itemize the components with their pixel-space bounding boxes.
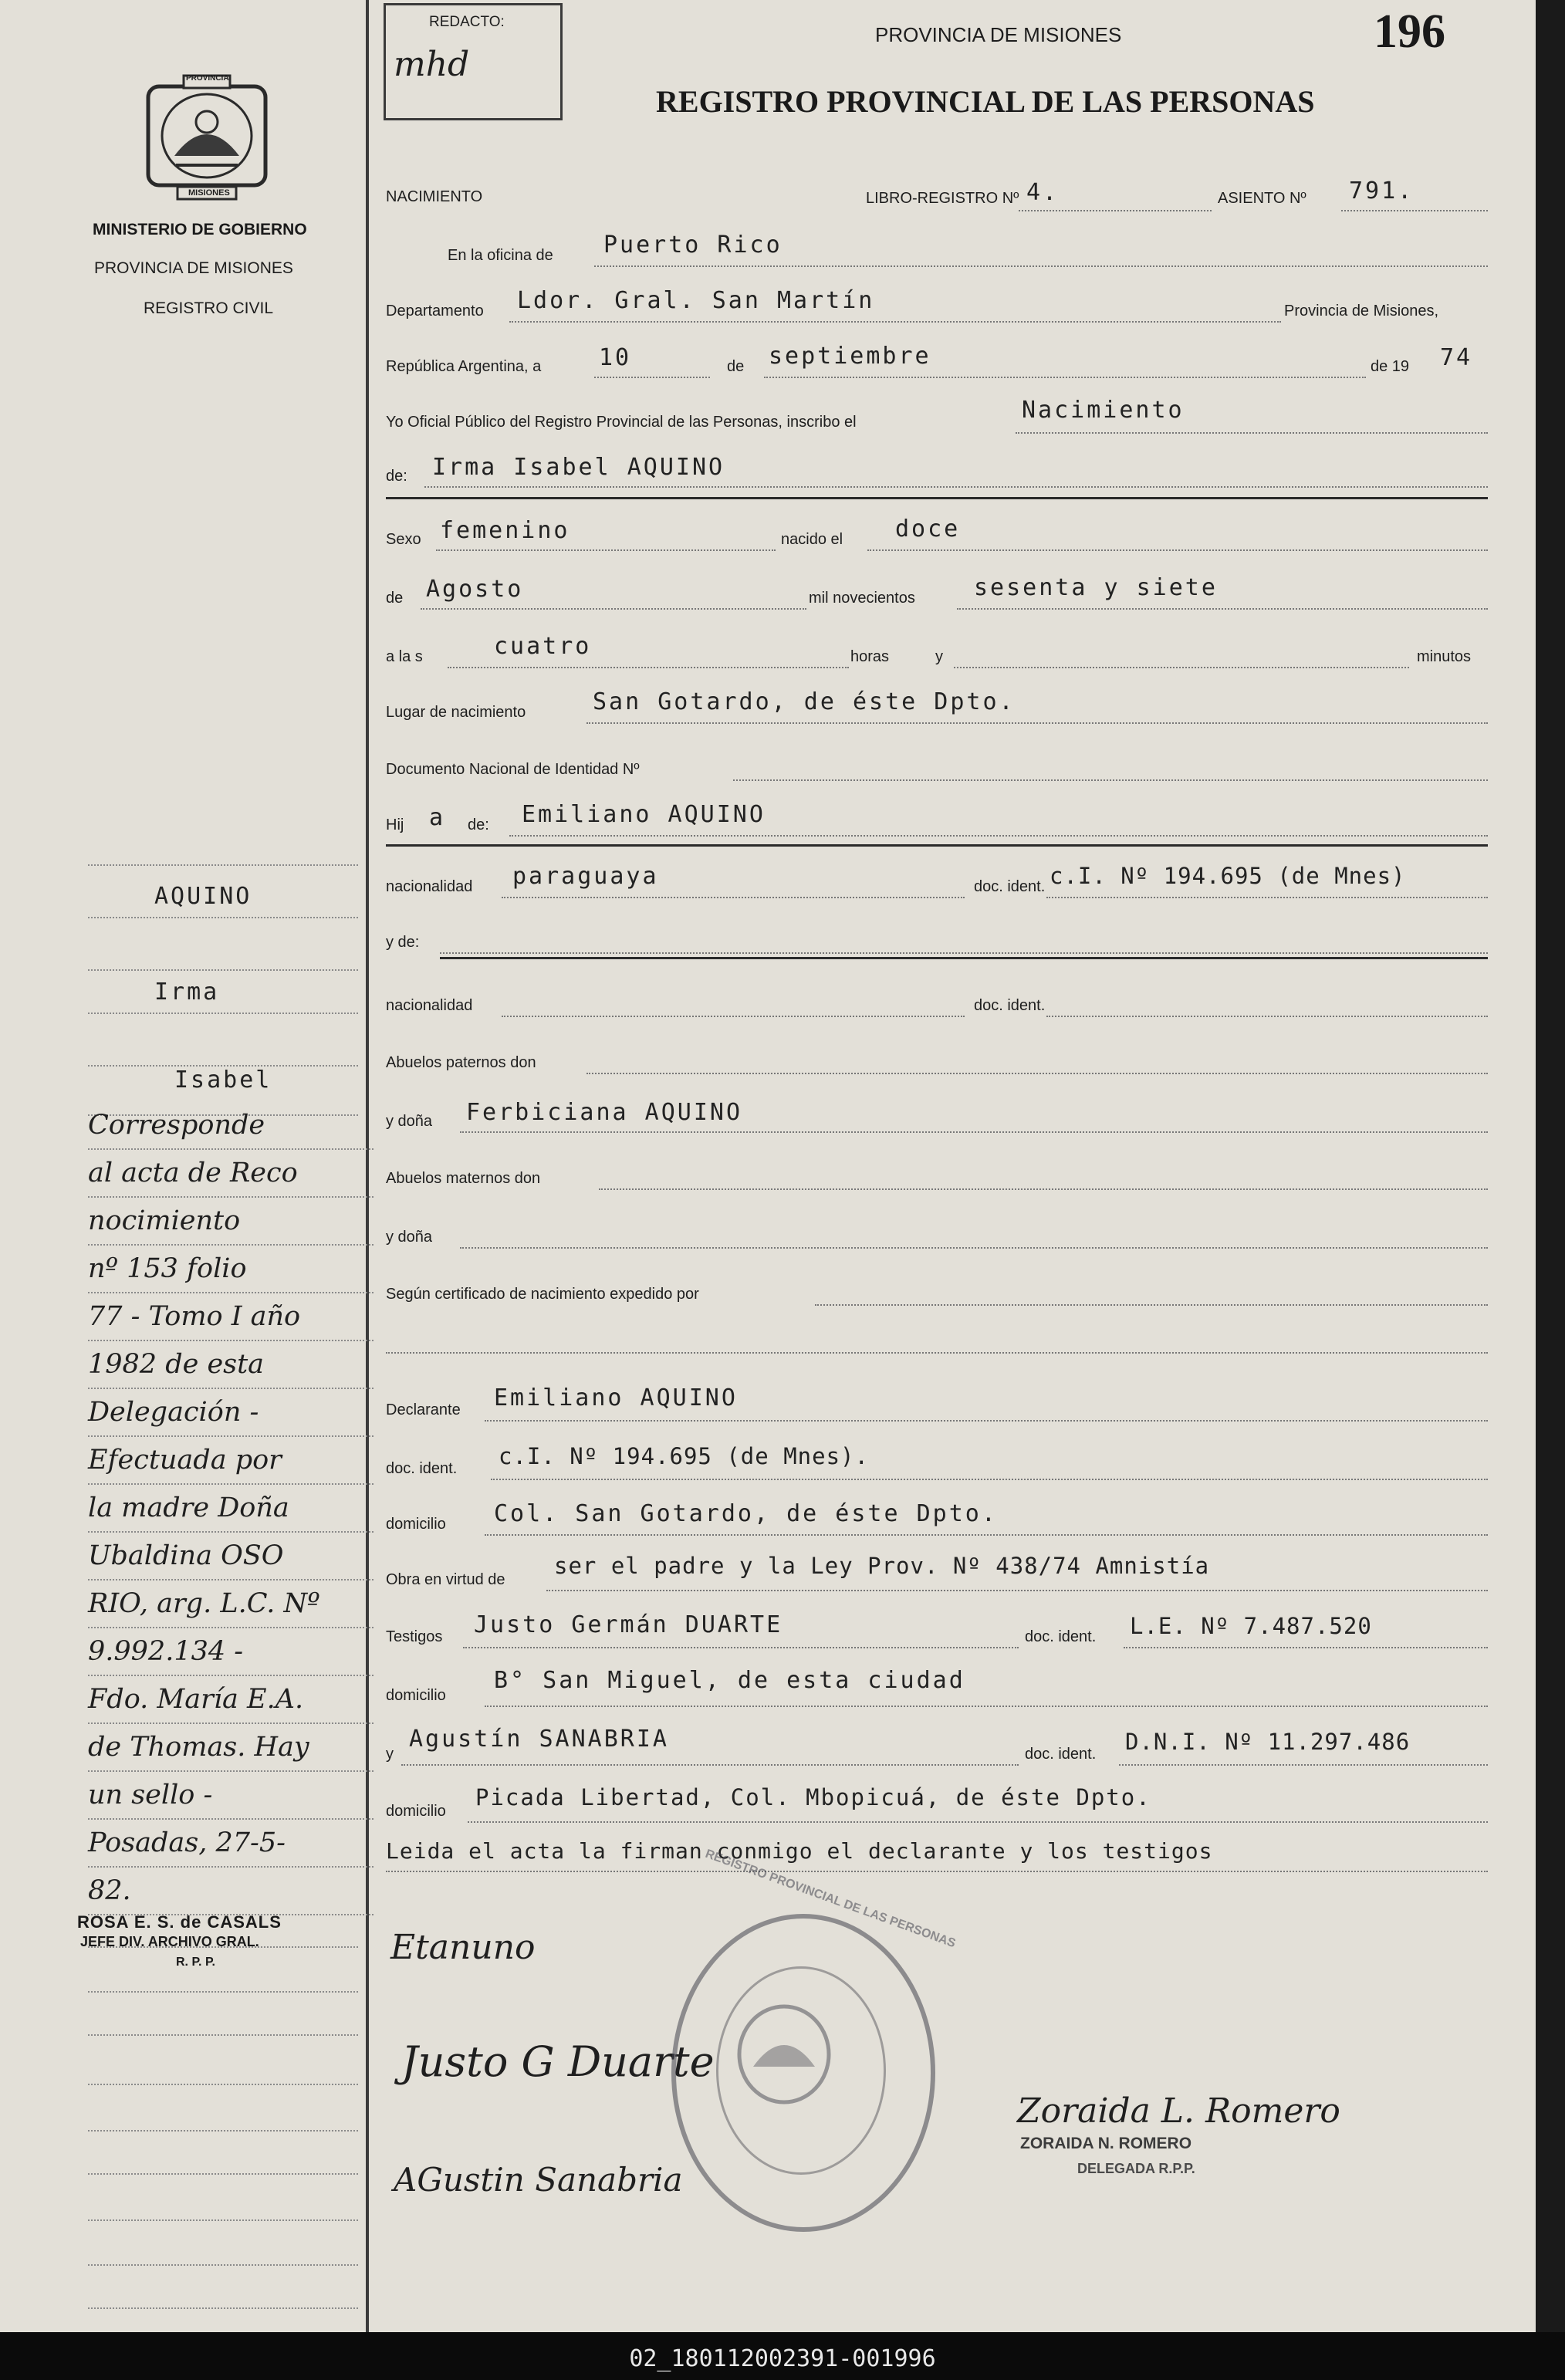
sexo-line: [436, 549, 776, 551]
oficina-value: Puerto Rico: [603, 232, 782, 259]
sexo-label: Sexo: [386, 531, 421, 548]
redacto-label: REDACTO:: [429, 14, 505, 30]
ydona2-label: y doña: [386, 1229, 433, 1246]
hij-label: Hij: [386, 816, 404, 833]
docident4-label: doc. ident.: [1025, 1628, 1097, 1645]
ydona-line: [460, 1131, 1488, 1133]
departamento-value: Ldor. Gral. San Martín: [517, 287, 875, 314]
abuelos-mat-line: [599, 1188, 1488, 1190]
domicilio2-value: B° San Miguel, de esta ciudad: [494, 1667, 965, 1694]
docident4-line: [1124, 1647, 1488, 1648]
margin-note-line: 1982 de esta: [88, 1341, 374, 1389]
domicilio1-line: [485, 1534, 1488, 1536]
declarante-signature: Etanuno: [390, 1928, 536, 1967]
name-line: [424, 486, 1488, 488]
docident5-line: [1119, 1764, 1488, 1766]
inscribo-value: Nacimiento: [1022, 397, 1185, 424]
domicilio3-line: [468, 1821, 1488, 1823]
margin-surname: AQUINO: [154, 883, 252, 910]
nacimiento-label: NACIMIENTO: [386, 188, 483, 205]
year-value: 74: [1440, 344, 1473, 371]
asiento-line: [1341, 210, 1488, 211]
declarante-line: [485, 1420, 1488, 1422]
oficial-label: Yo Oficial Público del Registro Provincial de las Personas, inscribo el: [386, 414, 857, 431]
docident1-label: doc. ident.: [974, 878, 1046, 895]
mil-line: [957, 608, 1488, 610]
stamp-seal: [716, 1993, 852, 2116]
republica-label: República Argentina, a: [386, 358, 542, 375]
sexo-value: femenino: [440, 517, 570, 544]
nacionalidad1-label: nacionalidad: [386, 878, 473, 895]
margin-note-line: la madre Doña: [88, 1485, 374, 1533]
margin-first-name: Irma: [154, 979, 220, 1006]
margin-line: [88, 2130, 358, 2132]
declarante-value: Emiliano AQUINO: [494, 1384, 738, 1411]
archive-signer-org: R. P. P.: [176, 1956, 215, 1969]
inscribo-line: [1016, 432, 1488, 434]
month-value: septiembre: [769, 343, 931, 370]
libro-line: [1019, 210, 1212, 211]
margin-note-line: nocimiento: [88, 1198, 374, 1246]
minutos-label: minutos: [1417, 648, 1472, 665]
abuela-pat-value: Ferbiciana AQUINO: [466, 1099, 743, 1126]
margin-note-line: al acta de Reco: [88, 1150, 374, 1198]
domicilio1-label: domicilio: [386, 1516, 446, 1533]
mes-line: [421, 608, 806, 610]
docident2-line: [1046, 1016, 1488, 1017]
oficina-label: En la oficina de: [448, 247, 553, 264]
libro-value: 4.: [1026, 179, 1060, 206]
witness1-signature: Justo G Duarte: [401, 2037, 715, 2086]
yde-label: y de:: [386, 934, 420, 951]
margin-note-line: Fdo. María E.A.: [88, 1676, 374, 1724]
hij-suffix: a: [429, 804, 446, 831]
margin-note-line: Posadas, 27-5-: [88, 1820, 374, 1868]
domicilio3-value: Picada Libertad, Col. Mbopicuá, de éste Dpto.: [475, 1784, 1151, 1810]
docident3-label: doc. ident.: [386, 1460, 458, 1477]
obra-line: [546, 1590, 1488, 1591]
ydona-label: y doña: [386, 1113, 433, 1130]
margin-line: [88, 2264, 358, 2266]
horas-line: [448, 667, 849, 668]
stamp-text: REGISTRO PROVINCIAL DE LAS PERSONAS: [703, 1847, 958, 1951]
testigos-label: Testigos: [386, 1628, 443, 1645]
registrant-name: Irma Isabel AQUINO: [432, 454, 725, 481]
docident5-value: D.N.I. Nº 11.297.486: [1125, 1729, 1411, 1755]
province-emblem: [130, 71, 284, 204]
alas-label: a la s: [386, 648, 423, 665]
leida-line: [386, 1871, 1488, 1872]
abuelos-pat-label: Abuelos paternos don: [386, 1054, 536, 1071]
leida-text: Leida el acta la firman conmigo el declarante y los testigos: [386, 1838, 1213, 1864]
lugar-label: Lugar de nacimiento: [386, 704, 526, 721]
ministry-label: MINISTERIO DE GOBIERNO: [93, 221, 307, 238]
domicilio1-value: Col. San Gotardo, de éste Dpto.: [494, 1500, 998, 1527]
archive-signer-name: ROSA E. S. de CASALS: [77, 1912, 282, 1932]
delegate-name: ZORAIDA N. ROMERO: [1020, 2135, 1192, 2152]
horas-label: horas: [850, 648, 890, 665]
margin-note-line: Ubaldina OSO: [88, 1533, 374, 1580]
margin-line: [88, 1013, 358, 1014]
minutos-line: [954, 667, 1409, 668]
emblem-bottom-text: MISIONES: [188, 188, 230, 198]
margin-line: [88, 969, 358, 971]
de-mes-label: de: [386, 590, 404, 607]
official-stamp: [671, 1914, 935, 2232]
docident4-value: L.E. Nº 7.487.520: [1130, 1613, 1372, 1639]
lugar-line: [586, 722, 1488, 724]
dni-label: Documento Nacional de Identidad Nº: [386, 761, 640, 778]
y2-label: y: [386, 1746, 394, 1763]
redacto-initials: mhd: [394, 45, 470, 84]
domicilio3-label: domicilio: [386, 1803, 446, 1820]
nacionalidad2-label: nacionalidad: [386, 997, 473, 1014]
declarante-label: Declarante: [386, 1401, 461, 1418]
y-label: y: [935, 648, 943, 665]
madre-rule: [440, 957, 1488, 959]
emblem-top-text: PROVINCIA: [186, 74, 229, 83]
registry-title: REGISTRO PROVINCIAL DE LAS PERSONAS: [656, 84, 1315, 119]
margin-note-line: 77 - Tomo I año: [88, 1293, 374, 1341]
civil-registry-label: REGISTRO CIVIL: [144, 299, 274, 317]
segun-line-2: [386, 1352, 1488, 1354]
segun-line: [815, 1304, 1488, 1306]
segun-label: Según certificado de nacimiento expedido por: [386, 1286, 699, 1303]
yde-line: [440, 952, 1488, 954]
margin-line: [88, 864, 358, 866]
hij-de-label: de:: [468, 816, 489, 833]
nacionalidad1-value: paraguaya: [512, 863, 659, 890]
provincia-label: Provincia de Misiones,: [1284, 303, 1439, 319]
day-line: [594, 377, 710, 378]
docident3-line: [491, 1479, 1488, 1480]
testigo2-line: [401, 1764, 1019, 1766]
de-name-label: de:: [386, 468, 407, 485]
margin-note-line: un sello -: [88, 1772, 374, 1820]
margin-note-line: de Thomas. Hay: [88, 1724, 374, 1772]
margin-line: [88, 2084, 358, 2085]
oficina-line: [594, 265, 1488, 267]
abuelos-pat-line: [586, 1073, 1488, 1074]
lugar-value: San Gotardo, de éste Dpto.: [593, 688, 1016, 715]
nacido-line: [867, 549, 1488, 551]
margin-note-line: Delegación -: [88, 1389, 374, 1437]
padre-rule: [386, 844, 1488, 847]
departamento-line: [509, 321, 1281, 323]
margin-line: [88, 2307, 358, 2309]
margin-note-line: 82.: [88, 1868, 374, 1915]
docident5-label: doc. ident.: [1025, 1746, 1097, 1763]
mil-value: sesenta y siete: [974, 574, 1218, 601]
margin-note-line: RIO, arg. L.C. Nº: [88, 1580, 374, 1628]
mil-label: mil novecientos: [809, 590, 915, 607]
archive-signer-title: JEFE DIV. ARCHIVO GRAL.: [80, 1934, 259, 1949]
de-label: de: [727, 358, 745, 375]
asiento-value: 791.: [1349, 177, 1415, 205]
domicilio2-label: domicilio: [386, 1687, 446, 1704]
nacido-label: nacido el: [781, 531, 843, 548]
docident1-line: [1046, 897, 1488, 898]
mes-value: Agosto: [426, 576, 524, 603]
delegate-title: DELEGADA R.P.P.: [1077, 2161, 1195, 2176]
domicilio2-line: [485, 1706, 1488, 1707]
departamento-label: Departamento: [386, 303, 484, 319]
padre-value: Emiliano AQUINO: [522, 801, 766, 828]
nacionalidad2-line: [502, 1016, 965, 1017]
testigo1-line: [463, 1647, 1019, 1648]
nacionalidad1-line: [502, 897, 965, 898]
de19-label: de 19: [1371, 358, 1410, 375]
name-rule: [386, 497, 1488, 499]
province-header: PROVINCIA DE MISIONES: [875, 23, 1122, 46]
margin-line: [88, 2034, 358, 2036]
docident1-value: c.I. Nº 194.695 (de Mnes): [1050, 863, 1406, 889]
abuelos-mat-label: Abuelos maternos don: [386, 1170, 541, 1187]
witness2-signature: AGustin Sanabria: [394, 2161, 683, 2199]
margin-line: [88, 1991, 358, 1993]
margin-note-line: 9.992.134 -: [88, 1628, 374, 1676]
margin-annotation: [88, 1102, 374, 1915]
margin-line: [88, 2219, 358, 2221]
margin-note-line: Corresponde: [88, 1102, 374, 1150]
nacido-value: doce: [895, 516, 961, 543]
page-number: 196: [1374, 5, 1445, 58]
testigo2-value: Agustín SANABRIA: [409, 1726, 669, 1753]
horas-value: cuatro: [494, 633, 592, 660]
obra-value: ser el padre y la Ley Prov. Nº 438/74 Amnistía: [554, 1553, 1210, 1579]
page-edge: [1536, 0, 1565, 2332]
testigo1-value: Justo Germán DUARTE: [474, 1611, 783, 1638]
libro-label: LIBRO-REGISTRO Nº: [866, 190, 1019, 207]
docident3-value: c.I. Nº 194.695 (de Mnes).: [499, 1443, 869, 1469]
docident2-label: doc. ident.: [974, 997, 1046, 1014]
month-line: [764, 377, 1366, 378]
margin-line: [88, 917, 358, 918]
delegate-signature: Zoraida L. Romero: [1017, 2091, 1340, 2131]
margin-second-name: Isabel: [174, 1067, 272, 1094]
scan-id: 02_180112002391-001996: [629, 2345, 936, 2372]
province-label: PROVINCIA DE MISIONES: [94, 259, 293, 277]
asiento-label: ASIENTO Nº: [1218, 190, 1306, 207]
margin-line: [88, 2173, 358, 2175]
padre-line: [509, 835, 1488, 837]
obra-label: Obra en virtud de: [386, 1571, 505, 1588]
day-value: 10: [599, 344, 632, 371]
margin-note-line: Efectuada por: [88, 1437, 374, 1485]
dni-line: [733, 779, 1488, 781]
ydona2-line: [460, 1247, 1488, 1249]
margin-note-line: nº 153 folio: [88, 1246, 374, 1293]
